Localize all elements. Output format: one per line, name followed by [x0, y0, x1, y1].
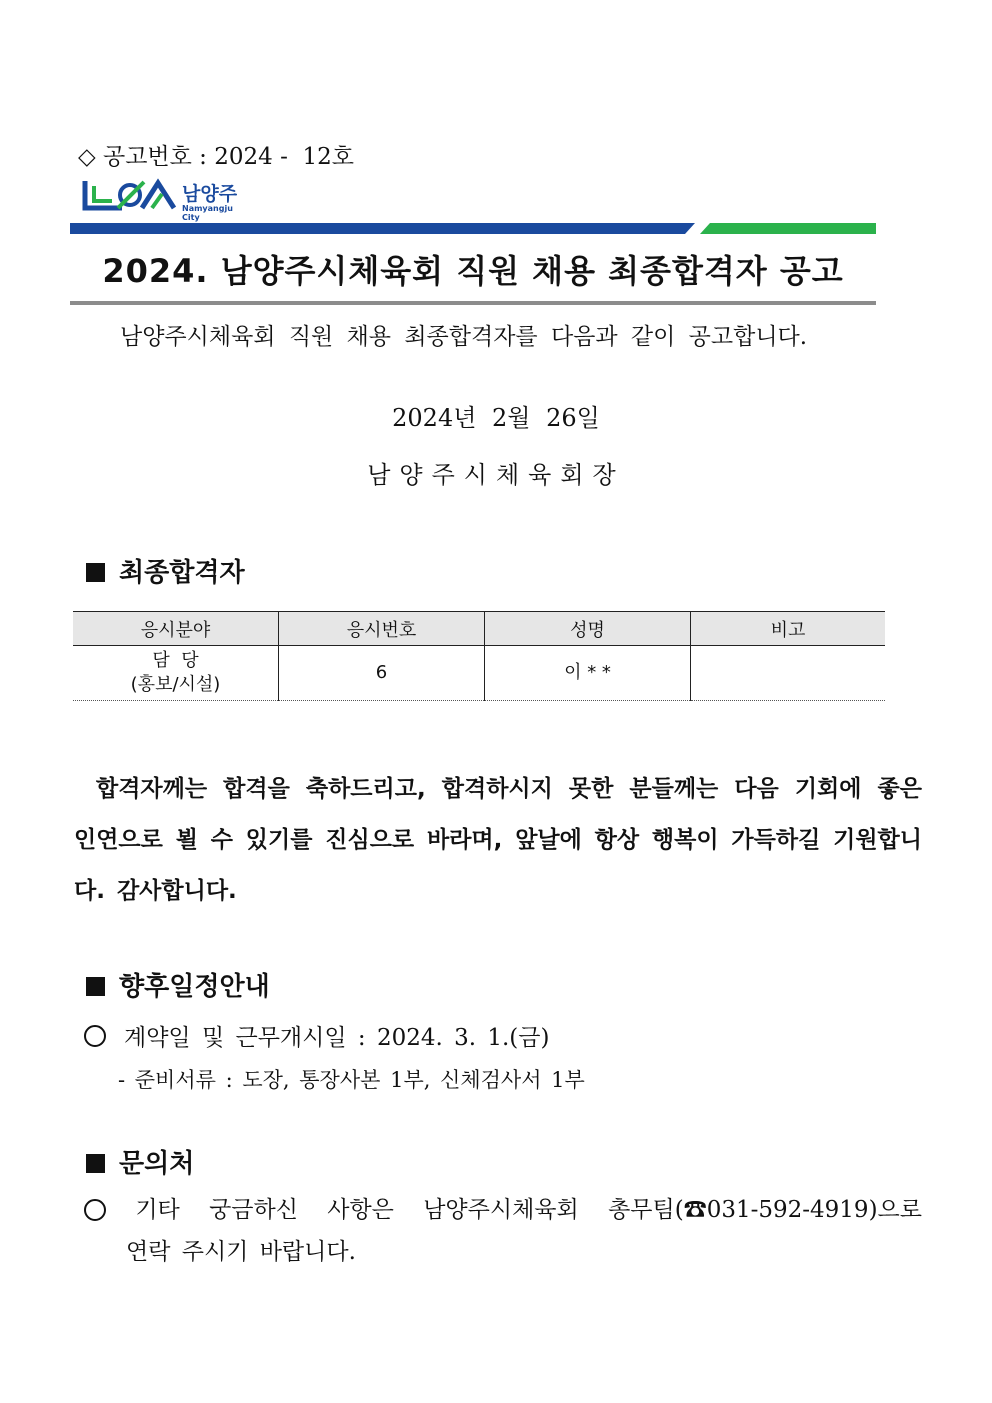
- field-line-1: 담 당: [152, 650, 199, 671]
- contact-word: 사항은: [327, 1197, 394, 1223]
- intro-text: 남양주시체육회 직원 채용 최종합격자를 다음과 같이 공고합니다.: [120, 324, 808, 350]
- section-heading-text: 문의처: [119, 1149, 195, 1179]
- square-bullet-icon: [86, 563, 105, 582]
- contact-line-1: [84, 1189, 922, 1231]
- contact-word: 기타: [135, 1197, 180, 1223]
- table-header-cell: 응시분야: [73, 612, 279, 646]
- logo-korean-text: 남양주: [182, 183, 238, 205]
- circle-bullet-icon: [84, 1199, 106, 1221]
- notice-number: ◇ 공고번호 : 2024 - 12호: [78, 144, 354, 170]
- announcement-signer: 남양주시체육회장: [367, 461, 625, 489]
- namyangju-logo-mark-icon: [82, 178, 177, 214]
- contact-word: 궁금하신: [209, 1197, 298, 1223]
- namyangju-logo: [82, 178, 252, 222]
- table-cell-note: [691, 646, 886, 701]
- schedule-item-text: 계약일 및 근무개시일 : 2024. 3. 1.(금): [124, 1025, 550, 1051]
- square-bullet-icon: [86, 1154, 105, 1173]
- logo-english-text: Namyangju City: [182, 204, 233, 222]
- congratulation-message: 합격자께는 합격을 축하드리고, 합격하시지 못한 분들께는 다음 기회에 좋은 인연으로 뵐 수 있기를 진심으로 바라며, 앞날에 항상 행복이 가득하길 기원합니다. 감사합니다.: [74, 776, 922, 904]
- contact-item: [84, 1189, 922, 1273]
- schedule-sub-item: - 준비서류 : 도장, 통장사본 1부, 신체검사서 1부: [118, 1068, 585, 1092]
- contact-line-2: 연락 주시기 바랍니다.: [126, 1239, 356, 1265]
- table-header-cell: 응시번호: [279, 612, 485, 646]
- schedule-item: [84, 1019, 549, 1052]
- title-divider: [70, 301, 876, 305]
- section-heading-text: 최종합격자: [119, 558, 245, 588]
- section-heading-text: 향후일정안내: [119, 972, 270, 1002]
- contact-word: 남양주시체육회: [423, 1197, 579, 1223]
- section-heading-finalists: [86, 552, 245, 589]
- table-row: [73, 646, 885, 701]
- table-header-cell: 성명: [485, 612, 691, 646]
- section-heading-schedule: [86, 966, 270, 1003]
- announcement-date: 2024년 2월 26일: [392, 404, 600, 432]
- field-line-2: (홍보/시설): [130, 674, 221, 695]
- section-heading-contact: [86, 1143, 194, 1180]
- table-cell-name: 이 * *: [485, 646, 691, 701]
- table-cell-field: [73, 646, 279, 701]
- circle-bullet-icon: [84, 1025, 106, 1047]
- page-title: 2024. 남양주시체육회 직원 채용 최종합격자 공고: [102, 252, 844, 290]
- header-color-bar: [70, 221, 876, 234]
- table-cell-number: 6: [279, 646, 485, 701]
- contact-phone: 총무팀(☎031-592-4919)으로: [608, 1197, 922, 1223]
- finalists-table: [73, 611, 885, 701]
- table-header-row: [73, 612, 885, 646]
- table-header-cell: 비고: [691, 612, 886, 646]
- square-bullet-icon: [86, 977, 105, 996]
